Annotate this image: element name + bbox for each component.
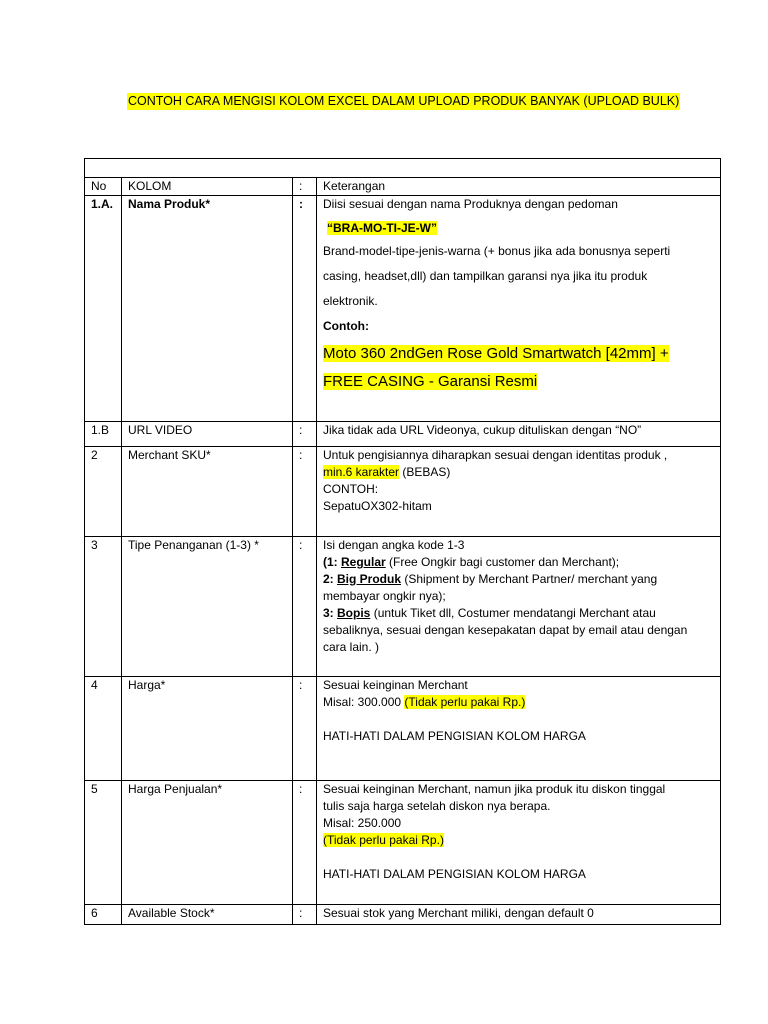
example-product-name: Moto 360 2ndGen Rose Gold Smartwatch [42mm] + [323,345,669,362]
example-product-name: FREE CASING - Garansi Resmi [323,373,538,390]
option-name: Bopis [337,606,371,620]
header-kolom: KOLOM [122,178,293,196]
row-keterangan [317,196,721,422]
instruction-table [84,158,721,925]
row-number: 6 [85,905,122,925]
row-keterangan: Sesuai stok yang Merchant miliki, dengan default 0 [317,905,721,925]
min-length-note: min.6 karakter [323,465,400,479]
price-example: Misal: 300.000 [323,695,405,709]
row-number: 1.B [85,422,122,447]
row-kolom: Tipe Penanganan (1-3) * [122,537,293,677]
text-line: Untuk pengisiannya diharapkan sesuai dengan identitas produk , [323,448,668,462]
text-line: membayar ongkir nya); [323,589,446,603]
table-row [85,781,721,905]
document-title: CONTOH CARA MENGISI KOLOM EXCEL DALAM UPLOAD PRODUK BANYAK (UPLOAD BULK) [128,94,680,108]
option-name: Big Produk [337,572,402,586]
option-number: (1: [323,555,341,569]
price-warning: HATI-HATI DALAM PENGISIAN KOLOM HARGA [323,867,586,881]
contoh-label: Contoh: [323,319,369,333]
row-keterangan [317,537,721,677]
row-separator: : [293,781,317,905]
row-kolom: Harga* [122,677,293,781]
price-warning: HATI-HATI DALAM PENGISIAN KOLOM HARGA [323,729,586,743]
table-row [85,422,721,447]
row-separator: : [293,196,317,422]
text-line: elektronik. [323,294,378,308]
text-line: casing, headset,dll) dan tampilkan garansi nya jika itu produk [323,269,648,283]
header-separator: : [293,178,317,196]
row-number: 5 [85,781,122,905]
text-line: cara lain. ) [323,640,380,654]
option-desc: (Free Ongkir bagi customer dan Merchant); [385,555,620,569]
option-name: Regular [341,555,386,569]
option-number: 3: [323,606,338,620]
row-separator: : [293,905,317,925]
row-separator: : [293,422,317,447]
text-line: Brand-model-tipe-jenis-warna (+ bonus jika ada bonusnya seperti [323,244,671,258]
sku-example: SepatuOX302-hitam [323,499,432,513]
no-rp-note: (Tidak perlu pakai Rp.) [323,833,444,847]
row-number: 1.A. [85,196,122,422]
table-row [85,905,721,925]
naming-pattern: “BRA-MO-TI-JE-W” [327,221,437,235]
row-number: 2 [85,447,122,537]
option-desc: (Shipment by Merchant Partner/ merchant yang [401,572,658,586]
row-number: 4 [85,677,122,781]
contoh-label: CONTOH: [323,482,379,496]
option-number: 2: [323,572,338,586]
row-kolom: Harga Penjualan* [122,781,293,905]
option-desc: (untuk Tiket dll, Costumer mendatangi Merchant atau [370,606,656,620]
row-separator: : [293,447,317,537]
row-kolom: Merchant SKU* [122,447,293,537]
row-keterangan [317,447,721,537]
row-keterangan [317,677,721,781]
row-kolom: URL VIDEO [122,422,293,447]
text-line: sebaliknya, sesuai dengan kesepakatan dapat by email atau dengan [323,623,688,637]
row-separator: : [293,537,317,677]
table-row [85,537,721,677]
table-row [85,196,721,422]
row-separator: : [293,677,317,781]
table-header-row [85,178,721,196]
row-kolom: Nama Produk* [122,196,293,422]
empty-top-row [85,159,721,178]
row-kolom: Available Stock* [122,905,293,925]
header-keterangan: Keterangan [317,178,721,196]
row-keterangan [317,781,721,905]
text-line: Diisi sesuai dengan nama Produknya dengan pedoman [323,197,618,211]
price-example: Misal: 250.000 [323,816,402,830]
text-fragment: (BEBAS) [399,465,451,479]
text-line: tulis saja harga setelah diskon nya berapa. [323,799,551,813]
row-keterangan: Jika tidak ada URL Videonya, cukup dituliskan dengan “NO” [317,422,721,447]
table-row [85,677,721,781]
table-row [85,447,721,537]
text-line: Sesuai keinginan Merchant, namun jika produk itu diskon tinggal [323,782,666,796]
text-line: Isi dengan angka kode 1-3 [323,538,465,552]
row-number: 3 [85,537,122,677]
text-line: Sesuai keinginan Merchant [323,678,468,692]
header-no: No [85,178,122,196]
no-rp-note: (Tidak perlu pakai Rp.) [404,695,526,709]
